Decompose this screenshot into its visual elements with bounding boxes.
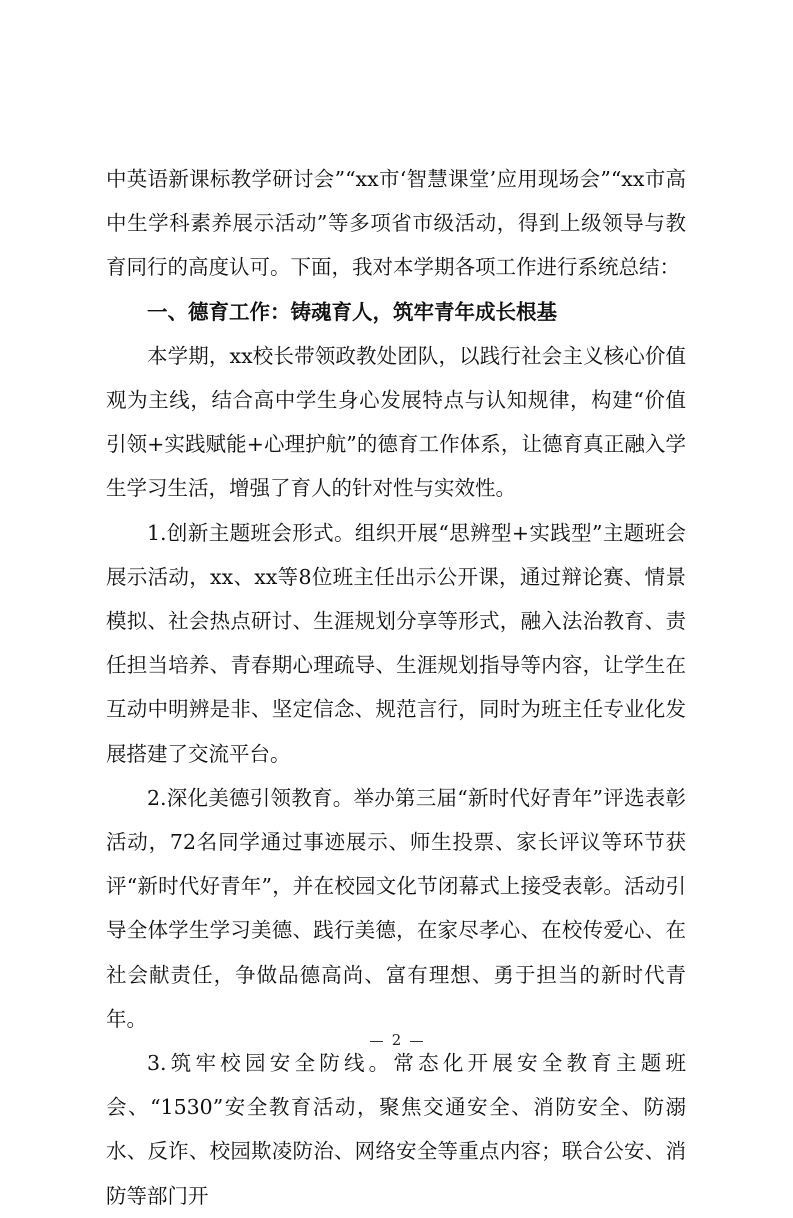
footer-dash-left [370, 1041, 383, 1042]
paragraph-item-3: 3.筑牢校园安全防线。常态化开展安全教育主题班会、“1530”安全教育活动，聚焦交通安全、消防安全、防溺水、反诈、校园欺凌防治、网络安全等重点内容；联合公安、消防等部门开 [106, 1051, 686, 1208]
section-heading-moral-education: 一、德育工作：铸魂育人，筑牢青年成长根基 [147, 299, 557, 324]
body-text [106, 157, 686, 1218]
paragraph-intro: 本学期，xx校长带领政教处团队，以践行社会主义核心价值观为主线，结合高中学生身心发展特点与认知规律，构建“价值引领+实践赋能+心理护航”的德育工作体系，让德育真正融入学生学习生活，增强了育人的针对性与实效性。 [106, 343, 686, 501]
paragraph-item-1: 1.创新主题班会形式。组织开展“思辨型+实践型”主题班会展示活动，xx、xx等8位班主任出示公开课，通过辩论赛、情景模拟、社会热点研讨、生涯规划分享等形式，融入法治教育、责任担当培养、青春期心理疏导、生涯规划指导等内容，让学生在互动中明辨是非、坚定信念、规范言行，同时为班主任专业化发展搭建了交流平台。 [106, 520, 686, 766]
page-number: 2 [391, 1031, 402, 1049]
paragraph-item-2: 2.深化美德引领教育。举办第三届“新时代好青年”评选表彰活动，72名同学通过事迹展示、师生投票、家长评议等环节获评“新时代好青年”，并在校园文化节闭幕式上接受表彰。活动引导全体学生学习美德、践行美德，在家尽孝心、在校传爱心、在社会献责任，争做品德高尚、富有理想、勇于担当的新时代青年。 [106, 785, 686, 1031]
paragraph-continuation: 中英语新课标教学研讨会”“xx市‘智慧课堂’应用现场会”“xx市高中生学科素养展示活动”等多项省市级活动，得到上级领导与教育同行的高度认可。下面，我对本学期各项工作进行系统总结： [106, 167, 686, 280]
footer-dash-right [410, 1041, 423, 1042]
page-footer [0, 1030, 793, 1050]
